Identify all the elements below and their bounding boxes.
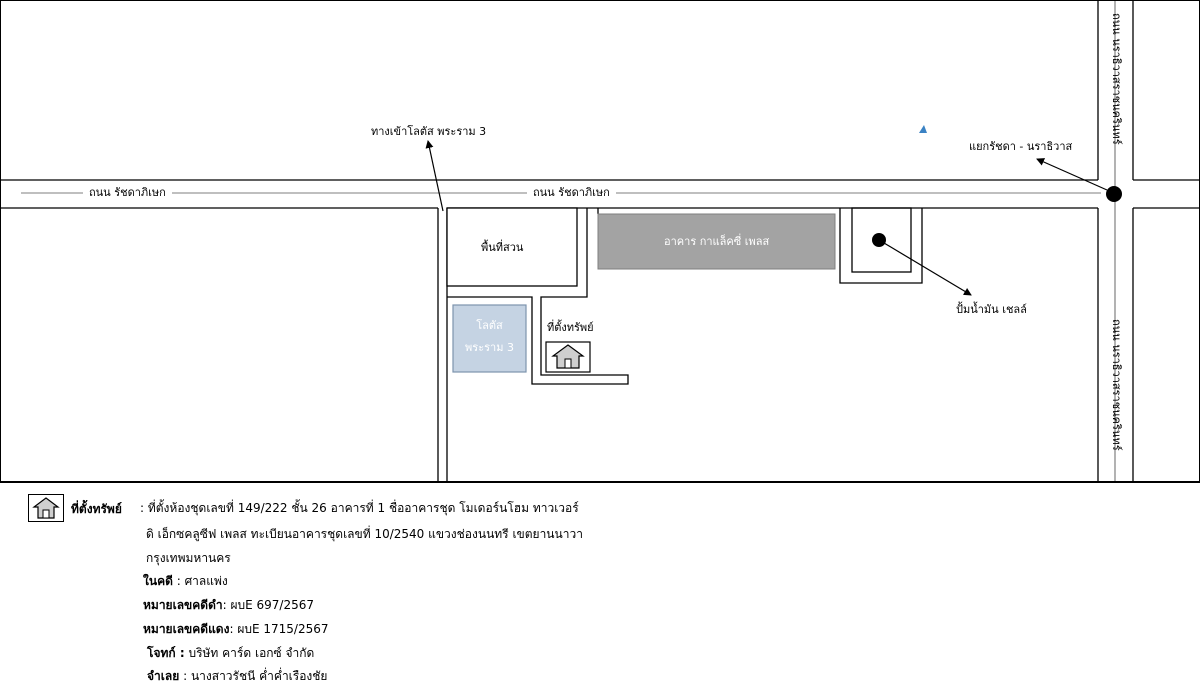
junction-label: แยกรัชดา - นราธิวาส [969, 140, 1073, 153]
road-label-ratchadaphisek-left: ถนน รัชดาภิเษก [83, 186, 172, 200]
case-label: ในคดี [143, 574, 173, 588]
defendant-value: : นางสาวรัชนี ค่ำค่ำเรืองชัย [179, 669, 328, 683]
road-label-narathiwas-top: ถนน นราธิวาสราชนครินทร์ [1110, 13, 1123, 145]
road-label-ratchadaphisek-center: ถนน รัชดาภิเษก [527, 186, 616, 200]
shell-station-label: ปั้มน้ำมัน เชลล์ [956, 303, 1027, 316]
shell-arrow [879, 240, 971, 295]
black-case-label: หมายเลขคดีดำ [143, 598, 223, 612]
red-case-label: หมายเลขคดีแดง [143, 622, 230, 636]
red-case-value: : ผบE 1715/2567 [229, 622, 329, 636]
side-road [438, 208, 447, 483]
black-case-row [143, 597, 314, 613]
galaxy-building-label: อาคาร กาแล็คซี่ เพลส [664, 235, 770, 248]
property-location-label: ที่ตั้งทรัพย์ [547, 321, 594, 334]
junction-arrow [1037, 159, 1107, 190]
garden-label: พื้นที่สวน [481, 241, 524, 254]
plaintiff-value: บริษัท คาร์ด เอกซ์ จำกัด [184, 646, 315, 660]
plaintiff-label: โจทก์ : [147, 646, 185, 660]
defendant-row [147, 668, 327, 684]
legend-house-icon [29, 495, 63, 521]
legend-house-box [28, 494, 64, 522]
road-label-narathiwas-bottom: ถนน นราธิวาสราชนครินทร์ [1110, 319, 1123, 451]
lotus-entrance-arrow [428, 141, 443, 211]
lotus-store-label [453, 315, 526, 359]
red-case-row [143, 621, 329, 637]
lotus-store-label-line1: โลตัส [476, 319, 503, 332]
compass-marker [919, 125, 927, 133]
case-row [143, 573, 228, 589]
defendant-label: จำเลย [147, 669, 180, 683]
address-line-3: กรุงเทพมหานคร [146, 551, 231, 565]
legend-title: ที่ตั้งทรัพย์ [71, 502, 122, 516]
lotus-entrance-label: ทางเข้าโลตัส พระราม 3 [371, 125, 487, 138]
lotus-store-label-line2: พระราม 3 [465, 341, 514, 354]
address-line-2: ดิ เอ็กซคลูซีฟ เพลส ทะเบียนอาคารชุดเลขที่ 10/2540 แขวงช่องนนทรี เขตยานนาวา [146, 527, 583, 541]
junction-dot [1106, 186, 1122, 202]
address-line-1: : ที่ตั้งห้องชุดเลขที่ 149/222 ชั้น 26 อาคารที่ 1 ชื่ออาคารชุด โมเดอร์นโฮม ทาวเวอร์ [140, 501, 579, 515]
black-case-value: : ผบE 697/2567 [222, 598, 314, 612]
case-value: : ศาลแพ่ง [172, 574, 228, 588]
plaintiff-row [147, 645, 314, 661]
